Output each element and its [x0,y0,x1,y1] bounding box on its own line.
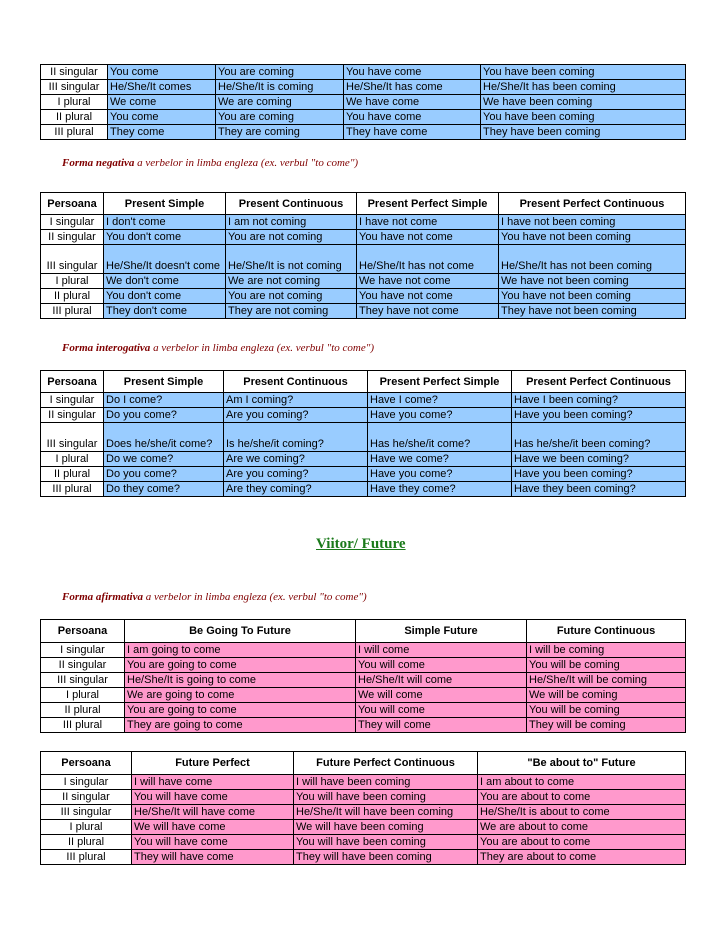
verb-cell: You are coming [216,65,344,80]
verb-cell: You have been coming [481,110,686,125]
verb-cell: I have not come [357,215,499,230]
interrogative-form-caption [62,342,374,354]
verb-cell: He/She/It has not been coming [499,245,686,274]
person-cell: II singular [41,408,104,423]
verb-cell: You have not been coming [499,230,686,245]
table-row [41,95,686,110]
verb-cell: You will be coming [527,658,686,673]
table-row [41,850,686,865]
verb-cell: You will have come [132,835,294,850]
verb-cell: He/She/It will be coming [527,673,686,688]
column-header: Present Continuous [224,371,368,393]
table-row [41,408,686,423]
verb-cell: Is he/she/it coming? [224,423,368,452]
verb-cell: Have we been coming? [512,452,686,467]
column-header: Persoana [41,752,132,775]
verb-cell: You don't come [104,230,226,245]
verb-cell: Are we coming? [224,452,368,467]
person-cell: III singular [41,245,104,274]
table-row [41,230,686,245]
verb-cell: They have been coming [481,125,686,140]
verb-cell: Are you coming? [224,467,368,482]
table-body [41,215,686,319]
person-cell: III plural [41,125,108,140]
verb-cell: You are not coming [226,289,357,304]
verb-cell: You will have been coming [294,835,478,850]
verb-cell: You don't come [104,289,226,304]
caption-rest: a verbelor in limba engleza (ex. verbul "to come") [142,591,367,603]
person-cell: II singular [41,230,104,245]
verb-cell: We don't come [104,274,226,289]
person-cell: I plural [41,274,104,289]
table-body [41,775,686,865]
verb-cell: You are going to come [125,703,356,718]
column-header: Present Simple [104,371,224,393]
table-row [41,467,686,482]
table-row [41,274,686,289]
table-row [41,289,686,304]
present-affirmative-table-continued [40,64,686,140]
verb-cell: You will have been coming [294,790,478,805]
verb-cell: I am about to come [478,775,686,790]
column-header: Present Perfect Continuous [499,193,686,215]
caption-rest: a verbelor in limba engleza (ex. verbul "to come") [150,342,374,354]
verb-cell: Are you coming? [224,408,368,423]
verb-cell: Have they come? [368,482,512,497]
verb-cell: You are about to come [478,835,686,850]
future-affirmative-table-1 [40,619,686,733]
table-header [41,371,686,393]
verb-cell: He/She/It has been coming [481,80,686,95]
person-cell: I singular [41,775,132,790]
table-row [41,805,686,820]
column-header: Present Continuous [226,193,357,215]
verb-cell: He/She/It is about to come [478,805,686,820]
header-row [41,620,686,643]
verb-cell: You will come [356,703,527,718]
verb-cell: Have they been coming? [512,482,686,497]
table-row [41,482,686,497]
present-interrogative-table [40,370,686,497]
verb-cell: Do you come? [104,467,224,482]
verb-cell: He/She/It is not coming [226,245,357,274]
verb-cell: You have come [344,65,481,80]
verb-cell: Do you come? [104,408,224,423]
verb-cell: You have come [344,110,481,125]
verb-cell: Have I come? [368,393,512,408]
verb-cell: They will have come [132,850,294,865]
table-row [41,393,686,408]
table-row [41,790,686,805]
column-header: Simple Future [356,620,527,643]
table-row [41,718,686,733]
verb-cell: Do I come? [104,393,224,408]
verb-cell: They are coming [216,125,344,140]
verb-cell: You will be coming [527,703,686,718]
table-row [41,65,686,80]
verb-cell: He/She/It will have come [132,805,294,820]
person-cell: II plural [41,467,104,482]
column-header: Present Perfect Continuous [512,371,686,393]
verb-cell: He/She/It has not come [357,245,499,274]
verb-cell: I am not coming [226,215,357,230]
verb-cell: I am going to come [125,643,356,658]
verb-cell: They are going to come [125,718,356,733]
verb-cell: They are about to come [478,850,686,865]
table-row [41,658,686,673]
table-row [41,835,686,850]
verb-cell: You are about to come [478,790,686,805]
person-cell: III singular [41,805,132,820]
table-body [41,393,686,497]
table-row [41,215,686,230]
column-header: Future Perfect [132,752,294,775]
verb-cell: We have come [344,95,481,110]
column-header: Future Continuous [527,620,686,643]
person-cell: II plural [41,703,125,718]
verb-cell: He/She/It comes [108,80,216,95]
table-row [41,688,686,703]
verb-cell: They will have been coming [294,850,478,865]
header-row [41,193,686,215]
table-header [41,193,686,215]
verb-cell: We will be coming [527,688,686,703]
verb-cell: You are coming [216,110,344,125]
verb-cell: We will have come [132,820,294,835]
verb-cell: Has he/she/it been coming? [512,423,686,452]
verb-cell: He/She/It is coming [216,80,344,95]
column-header: Be Going To Future [125,620,356,643]
verb-cell: He/She/It will have been coming [294,805,478,820]
present-negative-table [40,192,686,319]
verb-cell: They come [108,125,216,140]
verb-cell: They have not come [357,304,499,319]
verb-cell: We have not been coming [499,274,686,289]
column-header: Future Perfect Continuous [294,752,478,775]
caption-bold: Forma afirmativa [62,591,143,603]
verb-cell: You have not been coming [499,289,686,304]
person-cell: I singular [41,215,104,230]
verb-cell: They will be coming [527,718,686,733]
verb-cell: Do we come? [104,452,224,467]
table-row [41,452,686,467]
table-row [41,110,686,125]
verb-cell: You have not come [357,289,499,304]
person-cell: II plural [41,835,132,850]
verb-cell: We have not come [357,274,499,289]
header-row [41,371,686,393]
person-cell: I plural [41,95,108,110]
verb-cell: You come [108,65,216,80]
affirmative-form-caption [62,591,367,603]
table-row [41,125,686,140]
column-header: Present Perfect Simple [357,193,499,215]
verb-cell: Do they come? [104,482,224,497]
verb-cell: They have not been coming [499,304,686,319]
future-affirmative-table-2 [40,751,686,865]
person-cell: III singular [41,673,125,688]
table-row [41,820,686,835]
verb-cell: Are they coming? [224,482,368,497]
verb-cell: I don't come [104,215,226,230]
verb-cell: He/She/It doesn't come [104,245,226,274]
table-row [41,643,686,658]
verb-cell: I have not been coming [499,215,686,230]
verb-cell: We will come [356,688,527,703]
column-header: Present Simple [104,193,226,215]
caption-rest: a verbelor in limba engleza (ex. verbul "to come") [134,157,359,169]
verb-cell: Have you come? [368,408,512,423]
verb-cell: They have come [344,125,481,140]
verb-cell: Has he/she/it come? [368,423,512,452]
verb-cell: We will have been coming [294,820,478,835]
verb-cell: Have you been coming? [512,467,686,482]
verb-cell: I will have been coming [294,775,478,790]
verb-cell: Have you come? [368,467,512,482]
table-body [41,65,686,140]
person-cell: III plural [41,304,104,319]
verb-cell: Am I coming? [224,393,368,408]
table-row [41,423,686,452]
person-cell: I plural [41,820,132,835]
person-cell: III singular [41,423,104,452]
person-cell: I singular [41,393,104,408]
caption-bold: Forma negativa [62,157,135,169]
verb-cell: We have been coming [481,95,686,110]
verb-cell: They will come [356,718,527,733]
table-body [41,643,686,733]
verb-cell: Does he/she/it come? [104,423,224,452]
verb-cell: You have not come [357,230,499,245]
column-header: Present Perfect Simple [368,371,512,393]
verb-cell: I will have come [132,775,294,790]
verb-cell: You will have come [132,790,294,805]
table-row [41,245,686,274]
person-cell: II plural [41,289,104,304]
table-row [41,673,686,688]
person-cell: III plural [41,718,125,733]
table-row [41,80,686,95]
column-header: Persoana [41,620,125,643]
person-cell: II singular [41,790,132,805]
person-cell: II singular [41,65,108,80]
verb-cell: You are not coming [226,230,357,245]
verb-cell: You come [108,110,216,125]
verb-cell: You have been coming [481,65,686,80]
person-cell: I plural [41,452,104,467]
verb-cell: We are not coming [226,274,357,289]
column-header: "Be about to" Future [478,752,686,775]
caption-bold: Forma interogativa [62,342,151,354]
person-cell: III plural [41,850,132,865]
verb-cell: We are going to come [125,688,356,703]
verb-cell: I will be coming [527,643,686,658]
column-header: Persoana [41,193,104,215]
verb-cell: He/She/It will come [356,673,527,688]
verb-cell: He/She/It is going to come [125,673,356,688]
verb-cell: We are about to come [478,820,686,835]
person-cell: II singular [41,658,125,673]
person-cell: III singular [41,80,108,95]
verb-cell: They don't come [104,304,226,319]
future-section-title: Viitor/ Future [316,536,406,552]
table-header [41,620,686,643]
verb-cell: You are going to come [125,658,356,673]
table-header [41,752,686,775]
table-row [41,775,686,790]
verb-cell: They are not coming [226,304,357,319]
header-row [41,752,686,775]
person-cell: I plural [41,688,125,703]
verb-cell: Have we come? [368,452,512,467]
column-header: Persoana [41,371,104,393]
person-cell: III plural [41,482,104,497]
verb-cell: Have you been coming? [512,408,686,423]
table-row [41,703,686,718]
negative-form-caption [62,157,358,169]
verb-cell: You will come [356,658,527,673]
person-cell: I singular [41,643,125,658]
verb-cell: I will come [356,643,527,658]
verb-cell: We come [108,95,216,110]
person-cell: II plural [41,110,108,125]
table-row [41,304,686,319]
verb-cell: Have I been coming? [512,393,686,408]
verb-cell: He/She/It has come [344,80,481,95]
verb-cell: We are coming [216,95,344,110]
